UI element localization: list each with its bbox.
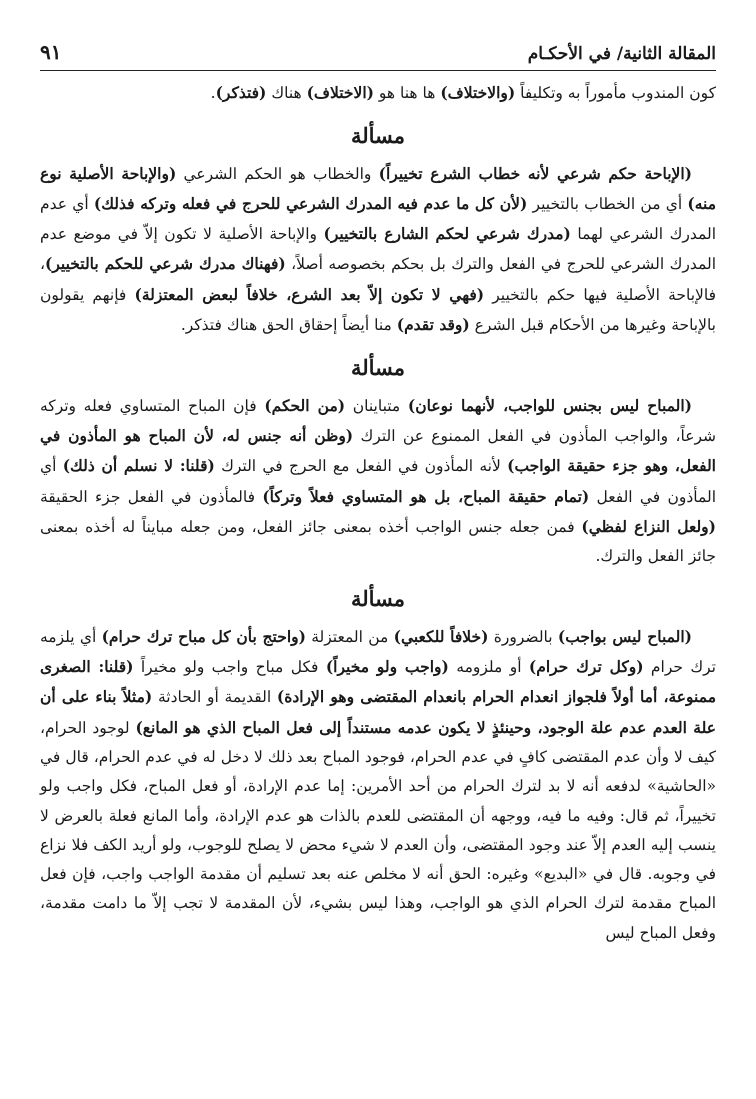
text-run: ها هنا هو — [373, 84, 441, 102]
bold-run: (فهناك مدرك شرعي للحكم بالتخيير) — [45, 254, 286, 274]
bold-run: (ولعل النزاع لفظي) — [581, 516, 716, 536]
text-run: القديمة أو الحادثة — [152, 688, 277, 707]
page-header — [40, 30, 716, 64]
text-run: متباينان — [345, 396, 408, 415]
bold-run: (واجب ولو مخيراً) — [325, 657, 449, 677]
section-heading: مسألة — [350, 355, 406, 381]
paragraph — [40, 78, 716, 108]
text-run: فكل مباح واجب ولو مخيراً — [133, 658, 326, 677]
section-heading: مسألة — [350, 586, 406, 612]
text-run: أو ملزومه — [448, 658, 529, 677]
text-run: لأنه المأذون في الفعل مع الحرج في الترك — [214, 457, 508, 476]
text-run: والإباحة الأصلية لا تكون إلاّ في موضع عدم المدرك الشرعي للحرج في الفعل والترك بل بحكم بخصوصه أصلاً، — [40, 225, 716, 274]
text-run: فمن جعله جنس الواجب أخذه بمعنى جائز الفعل، ومن جعله مبايناً له أخذه بمعنى جائز الفعل والترك. — [40, 517, 716, 566]
bold-run: (وظن أنه جنس له، لأن المباح هو المأذون في الفعل، وهو جزء حقيقة الواجب) — [40, 425, 716, 476]
paragraph — [40, 391, 716, 572]
text-run: أي المأذون في الفعل — [40, 457, 716, 506]
bold-run: (وكل ترك حرام) — [528, 657, 644, 677]
text-run: هناك — [266, 84, 307, 102]
bold-run: (لأن كل ما عدم فيه المدرك الشرعي للحرج في فعله وتركه فذلك) — [93, 193, 528, 213]
page-body — [40, 78, 716, 1081]
text-run: أي من الخطاب بالتخيير — [527, 194, 688, 213]
paragraph — [40, 622, 716, 948]
page-number: ٩١ — [40, 40, 62, 64]
text-run: فإنهم يقولون بالإباحة وغيرها من الأحكام قبل الشرع — [40, 285, 716, 335]
text-run: والخطاب هو الحكم الشرعي — [176, 164, 379, 183]
text-run: . — [210, 84, 216, 102]
text-run: منا أيضاً إحقاق الحق هناك فتذكر. — [180, 316, 397, 335]
bold-run: (المباح ليس بواجب) — [557, 626, 692, 646]
running-title: المقالة الثانية/ في الأحكـام — [527, 44, 716, 64]
bold-run: (قلنا: لا نسلم أن ذلك) — [62, 456, 215, 476]
section-heading: مسألة — [350, 123, 406, 149]
bold-run: (فتذكر) — [215, 83, 267, 102]
bold-run: (من الحكم) — [264, 395, 346, 415]
bold-run: (قلنا: الصغرى ممنوعة، أما أولاً فلجواز انعدام الحرام بانعدام المقتضى وهو الإرادة) — [40, 657, 716, 707]
text-run: بالضرورة — [488, 627, 558, 646]
text-run: كون المندوب مأموراً به وتكليفاً — [515, 84, 716, 102]
bold-run: (والإباحة الأصلية نوع منه) — [40, 163, 717, 213]
bold-run: (تمام حقيقة المباح، بل هو المتساوي فعلاً وتركاً) — [262, 486, 590, 506]
text-run: أي يلزمه ترك حرام — [40, 627, 716, 677]
text-run: فالمأذون في الفعل جزء الحقيقة — [40, 487, 263, 506]
bold-run: (واحتج بأن كل مباح ترك حرام) — [101, 626, 306, 646]
header-rule — [40, 70, 716, 71]
bold-run: (مثلاً بناء على أن علة العدم عدم علة الوجود، وحينئذٍ لا يكون عدمه مستنداً إلى فعل المباح الذي هو المانع) — [40, 687, 716, 737]
paragraph — [40, 159, 716, 341]
bold-run: (المباح ليس بجنس للواجب، لأنهما نوعان) — [407, 395, 693, 415]
bold-run: (خلافاً للكعبي) — [393, 626, 489, 646]
text-run: فإن المباح المتساوي فعله وتركه شرعاً، والواجب المأذون في الفعل الممنوع عن الترك — [40, 396, 716, 445]
text-run: لوجود الحرام، كيف لا وأن عدم المقتضى كافٍ في عدم الحرام، فوجود المباح بعد ذلك لا دخل له في عدم الحرام، قال في «الحاشية» لدفعه أنه لا بد لترك الحرام من أحد الأمرين: إما عدم الإرادة، أو فعل المباح، فكل واجب ولو تخييراً، ثم قال: وفيه ما فيه، ووجهه أن المقتضى للعدم بالذات هو عدم الإرادة، وأما المانع فعلة بالعرض لا ينسب إليه العدم إلاّ عند وجود المقتضى، وأن العدم لا شيء محض لا يصلح للوجوب، ولو أريد الكف فلا نزاع في وجوبه. قال في «البديع» وغيره: الحق أنه لا مخلص عنه بعد تسليم أن مقدمة الواجب واجب، فإن فعل المباح مقدمة لترك الحرام الذي هو الواجب، وهذا ليس بشيء، لأن المقدمة لا تجب إلاّ ما دامت مقدمة، وفعل المباح ليس — [40, 718, 716, 942]
text-run: ، فالإباحة الأصلية فيها حكم بالتخيير — [40, 255, 716, 304]
bold-run: (الاختلاف) — [306, 83, 374, 102]
text-run: أي عدم المدرك الشرعي لهما — [40, 194, 717, 244]
bold-run: (وقد تقدم) — [396, 315, 470, 335]
bold-run: (فهي لا تكون إلاّ بعد الشرع، خلافاً لبعض المعتزلة) — [134, 284, 485, 304]
bold-run: (مدرك شرعي لحكم الشارع بالتخيير) — [323, 224, 571, 244]
bold-run: (الإباحة حكم شرعي لأنه خطاب الشرع تخييراً) — [378, 163, 692, 183]
bold-run: (والاختلاف) — [440, 83, 516, 102]
text-run: من المعتزلة — [305, 627, 394, 646]
